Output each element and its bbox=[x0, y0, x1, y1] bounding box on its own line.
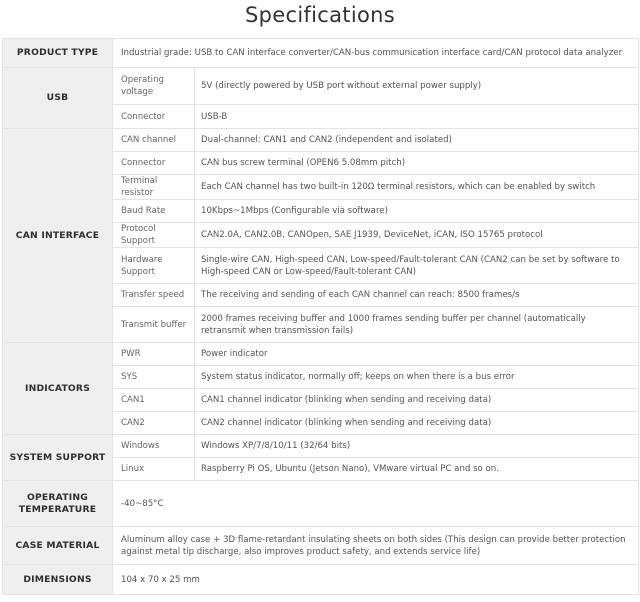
spec-value: Power indicator bbox=[195, 343, 639, 366]
spec-value: System status indicator, normally off; keeps on when there is a bus error bbox=[195, 366, 639, 389]
spec-value: CAN2 channel indicator (blinking when sending and receiving data) bbox=[195, 412, 639, 435]
table-row bbox=[3, 565, 639, 595]
row-header-product-type: PRODUCT TYPE bbox=[3, 39, 113, 68]
spec-key: Connector bbox=[113, 152, 195, 175]
specifications-table bbox=[2, 38, 639, 595]
spec-value: Windows XP/7/8/10/11 (32/64 bits) bbox=[195, 435, 639, 458]
row-header-case-material: CASE MATERIAL bbox=[3, 527, 113, 565]
spec-key: CAN2 bbox=[113, 412, 195, 435]
spec-value: CAN1 channel indicator (blinking when sending and receiving data) bbox=[195, 389, 639, 412]
product-type-value: Industrial grade: USB to CAN interface converter/CAN-bus communication interface card/CAN protocol data analyzer bbox=[113, 39, 639, 68]
spec-value: 10Kbps~1Mbps (Configurable via software) bbox=[195, 200, 639, 223]
spec-key: Baud Rate bbox=[113, 200, 195, 223]
spec-key: Windows bbox=[113, 435, 195, 458]
spec-key: Transmit buffer bbox=[113, 307, 195, 343]
case-material-value: Aluminum alloy case + 3D flame-retardant insulating sheets on both sides (This design can provide better protection against metal tip discharge, also improves product safety, and extends service life) bbox=[113, 527, 639, 565]
row-header-can-interface: CAN INTERFACE bbox=[3, 129, 113, 343]
spec-key: Terminal resistor bbox=[113, 175, 195, 200]
row-header-usb: USB bbox=[3, 68, 113, 129]
dimensions-value: 104 x 70 x 25 mm bbox=[113, 565, 639, 595]
table-row bbox=[3, 129, 639, 152]
row-header-dimensions: DIMENSIONS bbox=[3, 565, 113, 595]
row-header-indicators: INDICATORS bbox=[3, 343, 113, 435]
spec-key: Hardware Support bbox=[113, 248, 195, 284]
spec-value: 2000 frames receiving buffer and 1000 frames sending buffer per channel (automatically retransmit when transmission fails) bbox=[195, 307, 639, 343]
table-row bbox=[3, 39, 639, 68]
row-header-operating-temperature: OPERATING TEMPERATURE bbox=[3, 481, 113, 527]
table-row bbox=[3, 481, 639, 527]
row-header-system-support: SYSTEM SUPPORT bbox=[3, 435, 113, 481]
spec-key: CAN channel bbox=[113, 129, 195, 152]
spec-value: CAN bus screw terminal (OPEN6 5.08mm pitch) bbox=[195, 152, 639, 175]
spec-value: The receiving and sending of each CAN channel can reach: 8500 frames/s bbox=[195, 284, 639, 307]
spec-value: Dual-channel: CAN1 and CAN2 (independent and isolated) bbox=[195, 129, 639, 152]
spec-key: Operating voltage bbox=[113, 68, 195, 105]
spec-key: Connector bbox=[113, 105, 195, 129]
spec-key: Protocol Support bbox=[113, 223, 195, 248]
spec-value: Raspberry Pi OS, Ubuntu (Jetson Nano), VMware virtual PC and so on. bbox=[195, 458, 639, 481]
spec-value: CAN2.0A, CAN2.0B, CANOpen, SAE J1939, DeviceNet, iCAN, ISO 15765 protocol bbox=[195, 223, 639, 248]
spec-value: USB-B bbox=[195, 105, 639, 129]
table-row bbox=[3, 343, 639, 366]
table-row bbox=[3, 68, 639, 105]
spec-key: SYS bbox=[113, 366, 195, 389]
page-title: Specifications bbox=[245, 3, 395, 27]
spec-key: Linux bbox=[113, 458, 195, 481]
spec-value: 5V (directly powered by USB port without external power supply) bbox=[195, 68, 639, 105]
table-row bbox=[3, 527, 639, 565]
spec-value: Single-wire CAN, High-speed CAN, Low-speed/Fault-tolerant CAN (CAN2 can be set by software to High-speed CAN or Low-speed/Fault-tolerant CAN) bbox=[195, 248, 639, 284]
spec-key: CAN1 bbox=[113, 389, 195, 412]
spec-key: Transfer speed bbox=[113, 284, 195, 307]
spec-key: PWR bbox=[113, 343, 195, 366]
table-row bbox=[3, 435, 639, 458]
spec-value: Each CAN channel has two built-in 120Ω terminal resistors, which can be enabled by switch bbox=[195, 175, 639, 200]
operating-temperature-value: -40~85°C bbox=[113, 481, 639, 527]
